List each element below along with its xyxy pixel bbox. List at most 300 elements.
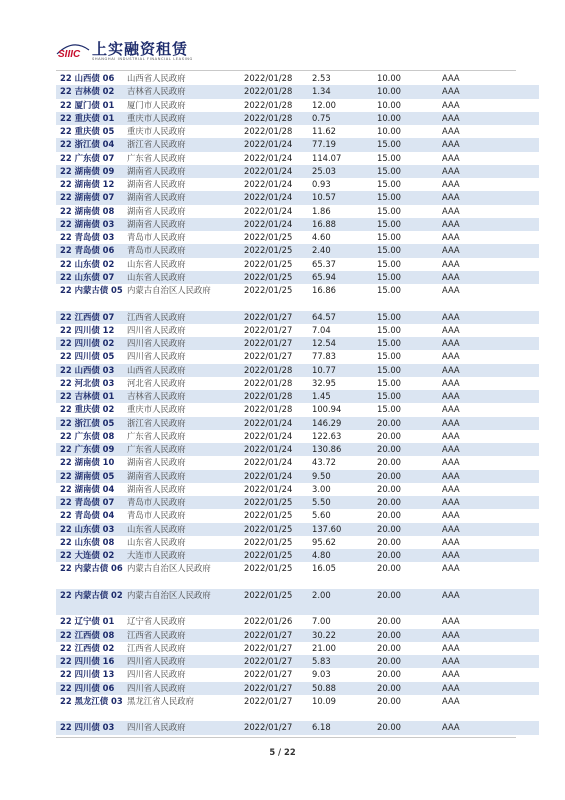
issuer-cell: 湖南省人民政府 (127, 179, 186, 189)
spacer-cell (503, 615, 539, 628)
term-years-cell: 20.00 (374, 721, 439, 734)
issue-amount-cell: 25.03 (309, 165, 374, 178)
rating-cell: AAA (442, 616, 460, 627)
term-years-cell: 20.00 (377, 483, 401, 494)
bond-name-cell: 22 山西债 06 (60, 73, 115, 83)
table-row (56, 509, 539, 522)
rating-cell: AAA (439, 549, 503, 562)
issue-amount-cell: 146.29 (309, 417, 374, 430)
bond-name-cell: 22 湖南债 10 (60, 457, 115, 468)
rating-cell: AAA (442, 642, 460, 653)
issuer-cell: 四川省人民政府 (124, 655, 241, 668)
issue-date-cell: 2022/01/28 (241, 364, 309, 377)
term-years-cell: 20.00 (377, 536, 401, 547)
term-years-cell: 15.00 (374, 138, 439, 151)
issuer-cell: 吉林省人民政府 (124, 85, 241, 98)
spacer-cell (503, 377, 539, 390)
issue-date-cell: 2022/01/27 (244, 642, 293, 653)
term-years-cell: 10.00 (374, 112, 439, 125)
table-row (56, 390, 539, 403)
issue-date-cell: 2022/01/27 (244, 351, 293, 362)
table-row (56, 311, 539, 324)
spacer-cell (503, 403, 539, 416)
issue-date-cell: 2022/01/25 (241, 589, 309, 616)
table-row (56, 364, 539, 377)
table-row (56, 523, 539, 536)
term-years-cell: 15.00 (374, 244, 439, 257)
spacer-cell (503, 178, 539, 191)
table-row (56, 668, 539, 681)
issue-amount-cell: 12.54 (309, 337, 374, 350)
table-row (56, 682, 539, 695)
bond-name-cell: 22 内蒙古债 05 (60, 285, 123, 295)
rating-cell: AAA (442, 324, 460, 335)
bond-name-cell: 22 内蒙古债 06 (60, 563, 123, 574)
rating-cell: AAA (439, 721, 503, 734)
bond-name-cell: 22 辽宁债 01 (60, 616, 115, 627)
bond-name-cell: 22 江西债 08 (56, 629, 124, 642)
rating-cell: AAA (439, 417, 503, 430)
issue-amount-cell: 6.18 (309, 721, 374, 734)
issue-date-cell: 2022/01/27 (244, 669, 293, 680)
rating-cell: AAA (439, 629, 503, 642)
term-years-cell: 15.00 (374, 364, 439, 377)
spacer-cell (503, 191, 539, 204)
issue-amount-cell: 21.00 (312, 642, 336, 653)
bond-name-cell: 22 浙江债 04 (56, 138, 124, 151)
bond-name-cell: 22 湖南债 12 (60, 179, 115, 189)
issue-amount-cell: 64.57 (309, 311, 374, 324)
term-years-cell: 10.00 (377, 126, 401, 136)
svg-text:SIIIC: SIIIC (58, 49, 81, 60)
rating-cell: AAA (439, 337, 503, 350)
bond-name-cell: 22 青岛债 04 (60, 510, 115, 521)
spacer-cell (503, 417, 539, 430)
issue-amount-cell: 65.94 (309, 271, 374, 284)
issuer-cell: 青岛市人民政府 (124, 244, 241, 257)
term-years-cell: 15.00 (374, 271, 439, 284)
spacer-cell (503, 231, 539, 244)
issuer-cell: 黑龙江省人民政府 (127, 695, 194, 706)
issue-amount-cell: 3.00 (312, 483, 331, 494)
issuer-cell: 辽宁省人民政府 (127, 616, 186, 627)
spacer-cell (503, 695, 539, 722)
issue-amount-cell: 10.57 (309, 191, 374, 204)
issue-date-cell: 2022/01/25 (244, 510, 293, 521)
spacer-cell (503, 642, 539, 655)
bond-name-cell: 22 重庆债 05 (60, 126, 115, 136)
issuer-cell: 广东省人民政府 (127, 430, 186, 441)
term-years-cell: 20.00 (374, 629, 439, 642)
rating-cell: AAA (439, 523, 503, 536)
spacer-cell (503, 682, 539, 695)
bond-name-cell: 22 江西债 02 (60, 642, 115, 653)
issue-date-cell: 2022/01/28 (244, 404, 293, 415)
term-years-cell: 20.00 (377, 695, 401, 706)
issuer-cell: 广东省人民政府 (127, 152, 186, 163)
table-row (56, 456, 539, 469)
table-row (56, 629, 539, 642)
issue-amount-cell: 11.62 (312, 126, 336, 136)
table-row (56, 655, 539, 668)
issuer-cell: 青岛市人民政府 (127, 510, 186, 521)
issue-amount-cell: 7.00 (312, 616, 331, 627)
issue-date-cell: 2022/01/27 (241, 629, 309, 642)
issuer-cell: 江西省人民政府 (124, 629, 241, 642)
issue-amount-cell: 43.72 (312, 457, 336, 468)
table-row (56, 430, 539, 443)
table-row (56, 205, 539, 218)
rating-cell: AAA (439, 470, 503, 483)
spacer-cell (503, 85, 539, 98)
bond-name-cell: 22 山东债 02 (60, 258, 115, 269)
rating-cell: AAA (442, 536, 460, 547)
bond-name-cell: 22 广东债 07 (60, 152, 115, 163)
issue-date-cell: 2022/01/27 (241, 655, 309, 668)
term-years-cell: 20.00 (374, 470, 439, 483)
issue-amount-cell: 4.60 (312, 232, 331, 242)
issuer-cell: 四川省人民政府 (127, 669, 186, 680)
term-years-cell: 20.00 (374, 589, 439, 616)
term-years-cell: 15.00 (374, 218, 439, 231)
rating-cell: AAA (439, 589, 503, 616)
page-header (56, 38, 516, 72)
term-years-cell: 15.00 (377, 152, 401, 163)
issue-amount-cell: 114.07 (312, 152, 342, 163)
table-row (56, 417, 539, 430)
bond-name-cell: 22 吉林债 01 (56, 390, 124, 403)
spacer-cell (503, 668, 539, 681)
issuer-cell: 大连市人民政府 (124, 549, 241, 562)
issue-date-cell: 2022/01/24 (244, 205, 293, 216)
issuer-cell: 江西省人民政府 (124, 311, 241, 324)
issue-amount-cell: 122.63 (312, 430, 342, 441)
spacer-cell (503, 244, 539, 257)
issue-date-cell: 2022/01/28 (244, 73, 293, 83)
issue-amount-cell: 5.60 (312, 510, 331, 521)
spacer-cell (503, 125, 539, 138)
issue-date-cell: 2022/01/27 (241, 311, 309, 324)
spacer-cell (503, 311, 539, 324)
term-years-cell: 20.00 (374, 443, 439, 456)
spacer-cell (503, 350, 539, 363)
rating-cell: AAA (439, 165, 503, 178)
issue-date-cell: 2022/01/24 (244, 430, 293, 441)
spacer-cell (503, 721, 539, 734)
issue-amount-cell: 77.83 (312, 351, 336, 362)
rating-cell: AAA (439, 655, 503, 668)
issue-date-cell: 2022/01/25 (241, 549, 309, 562)
term-years-cell: 10.00 (377, 73, 401, 83)
issue-amount-cell: 9.03 (312, 669, 331, 680)
issue-date-cell: 2022/01/25 (241, 271, 309, 284)
spacer-cell (503, 337, 539, 350)
term-years-cell: 15.00 (377, 285, 401, 295)
spacer-cell (503, 536, 539, 549)
rating-cell: AAA (439, 112, 503, 125)
issuer-cell: 重庆市人民政府 (124, 112, 241, 125)
rating-cell: AAA (442, 669, 460, 680)
issue-date-cell: 2022/01/24 (241, 443, 309, 456)
rating-cell: AAA (442, 563, 460, 574)
page-number: 5 / 22 (269, 747, 296, 757)
rating-cell: AAA (442, 483, 460, 494)
rating-cell: AAA (442, 73, 460, 83)
issuer-cell: 四川省人民政府 (127, 324, 186, 335)
issue-date-cell: 2022/01/25 (241, 496, 309, 509)
rating-cell: AAA (439, 682, 503, 695)
issue-amount-cell: 5.50 (309, 496, 374, 509)
table-row (56, 191, 539, 204)
issuer-cell: 湖南省人民政府 (124, 165, 241, 178)
table-row (56, 165, 539, 178)
term-years-cell: 15.00 (374, 191, 439, 204)
table-row (56, 403, 539, 416)
term-years-cell: 20.00 (374, 682, 439, 695)
siic-logo-icon (56, 40, 90, 60)
bond-name-cell: 22 四川债 06 (56, 682, 124, 695)
issuer-cell: 湖南省人民政府 (124, 218, 241, 231)
issue-amount-cell: 1.45 (309, 390, 374, 403)
issue-amount-cell: 10.77 (309, 364, 374, 377)
table-row (56, 112, 539, 125)
term-years-cell: 15.00 (374, 390, 439, 403)
spacer-cell (503, 430, 539, 443)
rating-cell: AAA (442, 152, 460, 163)
issuer-cell: 山西省人民政府 (127, 73, 186, 83)
issue-date-cell: 2022/01/28 (241, 390, 309, 403)
issue-date-cell: 2022/01/25 (244, 285, 293, 295)
term-years-cell: 20.00 (374, 417, 439, 430)
rating-cell: AAA (439, 390, 503, 403)
issue-date-cell: 2022/01/27 (241, 721, 309, 734)
term-years-cell: 15.00 (377, 324, 401, 335)
bond-name-cell: 22 厦门债 01 (60, 99, 115, 110)
issue-date-cell: 2022/01/28 (244, 377, 293, 388)
rating-cell: AAA (439, 138, 503, 151)
rating-cell: AAA (442, 404, 460, 415)
issue-amount-cell: 16.88 (309, 218, 374, 231)
bond-name-cell: 22 青岛债 07 (56, 496, 124, 509)
issue-amount-cell: 0.93 (312, 179, 331, 189)
issue-date-cell: 2022/01/27 (244, 695, 293, 706)
issuer-cell: 湖南省人民政府 (127, 483, 186, 494)
rating-cell: AAA (442, 285, 460, 295)
table-row (56, 72, 539, 85)
header-divider (56, 70, 516, 71)
spacer-cell (503, 165, 539, 178)
spacer-cell (503, 443, 539, 456)
table-row (56, 721, 539, 734)
issue-date-cell: 2022/01/28 (241, 85, 309, 98)
spacer-cell (503, 258, 539, 271)
table-row (56, 178, 539, 191)
bond-name-cell: 22 四川债 02 (56, 337, 124, 350)
term-years-cell: 10.00 (374, 85, 439, 98)
issuer-cell: 江西省人民政府 (127, 642, 186, 653)
spacer-cell (503, 99, 539, 112)
spacer-cell (503, 112, 539, 125)
issue-date-cell: 2022/01/25 (244, 232, 293, 242)
term-years-cell: 15.00 (377, 232, 401, 242)
issue-amount-cell: 16.86 (312, 285, 336, 295)
bond-name-cell: 22 重庆债 01 (56, 112, 124, 125)
issue-date-cell: 2022/01/25 (241, 523, 309, 536)
spacer-cell (503, 509, 539, 522)
issuer-cell: 山东省人民政府 (127, 258, 186, 269)
rating-cell: AAA (439, 191, 503, 204)
issuer-cell: 四川省人民政府 (127, 351, 186, 362)
issue-date-cell: 2022/01/24 (244, 457, 293, 468)
table-row (56, 536, 539, 549)
bond-name-cell: 22 江西债 07 (56, 311, 124, 324)
rating-cell: AAA (439, 443, 503, 456)
company-name: 上实融资租赁 (92, 40, 189, 58)
issue-amount-cell: 12.00 (312, 99, 336, 110)
rating-cell: AAA (439, 85, 503, 98)
rating-cell: AAA (442, 510, 460, 521)
bond-name-cell: 22 四川债 03 (56, 721, 124, 734)
rating-cell: AAA (442, 205, 460, 216)
rating-cell: AAA (439, 364, 503, 377)
issuer-cell: 山西省人民政府 (124, 364, 241, 377)
issuer-cell: 山东省人民政府 (124, 271, 241, 284)
issue-date-cell: 2022/01/27 (241, 682, 309, 695)
issue-date-cell: 2022/01/24 (241, 138, 309, 151)
table-row (56, 470, 539, 483)
issuer-cell: 湖南省人民政府 (124, 191, 241, 204)
rating-cell: AAA (442, 258, 460, 269)
company-name-en: SHANGHAI INDUSTRIAL FINANCIAL LEASING (92, 57, 193, 61)
issue-date-cell: 2022/01/25 (244, 536, 293, 547)
issuer-cell: 四川省人民政府 (124, 337, 241, 350)
bond-name-cell: 22 吉林债 02 (56, 85, 124, 98)
issue-date-cell: 2022/01/26 (244, 616, 293, 627)
issuer-cell: 浙江省人民政府 (124, 417, 241, 430)
issue-date-cell: 2022/01/24 (244, 152, 293, 163)
issue-amount-cell: 4.80 (309, 549, 374, 562)
rating-cell: AAA (442, 232, 460, 242)
issuer-cell: 内蒙古自治区人民政府 (127, 285, 211, 295)
issue-amount-cell: 95.62 (312, 536, 336, 547)
bond-name-cell: 22 湖南债 08 (60, 205, 115, 216)
issuer-cell: 湖南省人民政府 (127, 205, 186, 216)
table-row (56, 483, 539, 496)
issue-amount-cell: 1.34 (309, 85, 374, 98)
term-years-cell: 15.00 (377, 179, 401, 189)
spacer-cell (503, 284, 539, 311)
term-years-cell: 15.00 (377, 377, 401, 388)
spacer-cell (503, 549, 539, 562)
issuer-cell: 四川省人民政府 (124, 682, 241, 695)
bond-name-cell: 22 山东债 08 (60, 536, 115, 547)
table-row (56, 284, 539, 311)
bond-name-cell: 22 四川债 05 (60, 351, 115, 362)
rating-cell: AAA (442, 179, 460, 189)
rating-cell: AAA (442, 126, 460, 136)
rating-cell: AAA (439, 218, 503, 231)
issue-date-cell: 2022/01/24 (244, 483, 293, 494)
issue-date-cell: 2022/01/24 (241, 218, 309, 231)
issue-amount-cell: 2.53 (312, 73, 331, 83)
issue-amount-cell: 2.00 (309, 589, 374, 616)
issuer-cell: 湖南省人民政府 (127, 457, 186, 468)
rating-cell: AAA (439, 244, 503, 257)
term-years-cell: 20.00 (377, 669, 401, 680)
bond-name-cell: 22 湖南债 07 (56, 191, 124, 204)
issue-amount-cell: 9.50 (309, 470, 374, 483)
issue-date-cell: 2022/01/25 (244, 563, 293, 574)
issue-date-cell: 2022/01/28 (244, 126, 293, 136)
bond-name-cell: 22 青岛债 06 (56, 244, 124, 257)
issue-date-cell: 2022/01/24 (241, 417, 309, 430)
bond-name-cell: 22 山东债 03 (56, 523, 124, 536)
table-row (56, 244, 539, 257)
issue-amount-cell: 5.83 (309, 655, 374, 668)
term-years-cell: 20.00 (374, 655, 439, 668)
spacer-cell (503, 218, 539, 231)
table-row (56, 231, 539, 244)
rating-cell: AAA (442, 457, 460, 468)
table-row (56, 549, 539, 562)
issuer-cell: 湖南省人民政府 (124, 470, 241, 483)
spacer-cell (503, 655, 539, 668)
term-years-cell: 20.00 (377, 616, 401, 627)
issue-amount-cell: 2.40 (309, 244, 374, 257)
issue-amount-cell: 77.19 (309, 138, 374, 151)
table-row (56, 589, 539, 616)
issuer-cell: 四川省人民政府 (124, 721, 241, 734)
bond-name-cell: 22 广东债 09 (56, 443, 124, 456)
term-years-cell: 15.00 (377, 205, 401, 216)
table-row (56, 85, 539, 98)
table-row (56, 138, 539, 151)
term-years-cell: 15.00 (374, 311, 439, 324)
issue-date-cell: 2022/01/24 (241, 165, 309, 178)
issue-date-cell: 2022/01/25 (244, 258, 293, 269)
spacer-cell (503, 523, 539, 536)
term-years-cell: 20.00 (374, 523, 439, 536)
bond-name-cell: 22 重庆债 02 (60, 404, 115, 415)
table-row (56, 615, 539, 628)
term-years-cell: 20.00 (374, 496, 439, 509)
spacer-cell (503, 589, 539, 616)
issue-amount-cell: 137.60 (309, 523, 374, 536)
spacer-cell (503, 324, 539, 337)
spacer-cell (503, 390, 539, 403)
bond-name-cell: 22 四川债 13 (60, 669, 115, 680)
issue-date-cell: 2022/01/28 (241, 112, 309, 125)
issuer-cell: 浙江省人民政府 (124, 138, 241, 151)
spacer-cell (503, 496, 539, 509)
issuer-cell: 青岛市人民政府 (124, 496, 241, 509)
issue-amount-cell: 30.22 (309, 629, 374, 642)
bond-issuance-table (56, 72, 539, 735)
bond-name-cell: 22 湖南债 03 (56, 218, 124, 231)
issue-amount-cell: 10.09 (312, 695, 336, 706)
rating-cell: AAA (442, 377, 460, 388)
table-row (56, 218, 539, 231)
issue-amount-cell: 50.88 (309, 682, 374, 695)
table-row (56, 324, 539, 337)
rating-cell: AAA (442, 695, 460, 706)
table-row (56, 99, 539, 112)
bond-name-cell: 22 黑龙江债 03 (60, 695, 123, 706)
bond-name-cell: 22 湖南债 04 (60, 483, 115, 494)
bond-name-cell: 22 广东债 08 (60, 430, 115, 441)
table-row (56, 337, 539, 350)
term-years-cell: 10.00 (377, 99, 401, 110)
